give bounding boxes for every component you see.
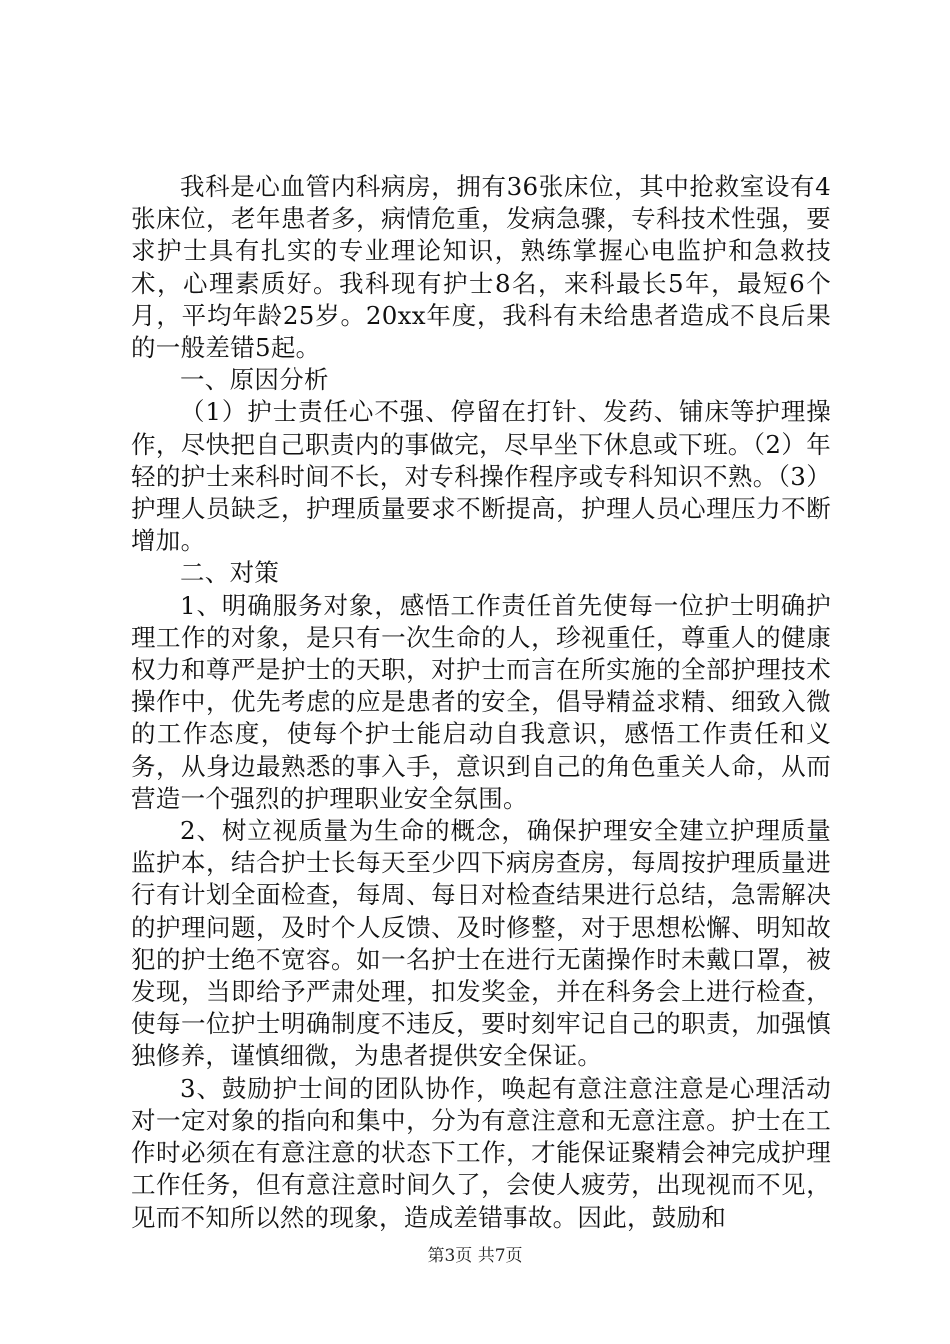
paragraph-measure-1: 1、明确服务对象，感悟工作责任首先使每一位护士明确护理工作的对象，是只有一次生命的人，珍视重任，尊重人的健康权力和尊严是护士的天职，对护士而言在所实施的全部护理技术操作中，优先考虑的应是患者的安全，倡导精益求精、细致入微的工作态度，使每个护士能启动自我意识，感悟工作责任和义务，从身边最熟悉的事入手，意识到自己的角色重关人命，从而营造一个强烈的护理职业安全氛围。: [131, 590, 831, 813]
document-body: [131, 171, 831, 1234]
paragraph-causes: （1）护士责任心不强、停留在打针、发药、铺床等护理操作，尽快把自己职责内的事做完，尽早坐下休息或下班。（2）年轻的护士来科时间不长，对专科操作程序或专科知识不熟。（3）护理人员缺乏，护理质量要求不断提高，护理人员心理压力不断增加。: [131, 397, 831, 556]
paragraph-intro: 我科是心血管内科病房，拥有36张床位，其中抢救室设有4张床位，老年患者多，病情危重，发病急骤，专科技术性强，要求护士具有扎实的专业理论知识，熟练掌握心电监护和急救技术，心理素质好。我科现有护士8名，来科最长5年，最短6个月，平均年龄25岁。20xx年度，我科有未给患者造成不良后果的一般差错5起。: [131, 172, 831, 363]
heading-countermeasures: 二、对策: [180, 558, 280, 588]
paragraph-measure-2: 2、树立视质量为生命的概念，确保护理安全建立护理质量监护本，结合护士长每天至少四下病房查房，每周按护理质量进行有计划全面检查，每周、每日对检查结果进行总结，急需解决的护理问题，及时个人反馈、及时修整，对于思想松懈、明知故犯的护士绝不宽容。如一名护士在进行无菌操作时未戴口罩，被发现，当即给予严肃处理，扣发奖金，并在科务会上进行检查，使每一位护士明确制度不违反，要时刻牢记自己的职责，加强慎独修养，谨慎细微，为患者提供安全保证。: [131, 816, 831, 1071]
page-number-label: 第3页 共7页: [427, 1246, 523, 1266]
paragraph-measure-3: 3、鼓励护士间的团队协作，唤起有意注意注意是心理活动对一定对象的指向和集中，分为有意注意和无意注意。护士在工作时必须在有意注意的状态下工作，才能保证聚精会神完成护理工作任务，但有意注意时间久了，会使人疲劳，出现视而不见，见而不知所以然的现象，造成差错事故。因此，鼓励和: [131, 1073, 831, 1232]
page-footer: [0, 1246, 950, 1266]
heading-cause-analysis: 一、原因分析: [180, 365, 329, 395]
